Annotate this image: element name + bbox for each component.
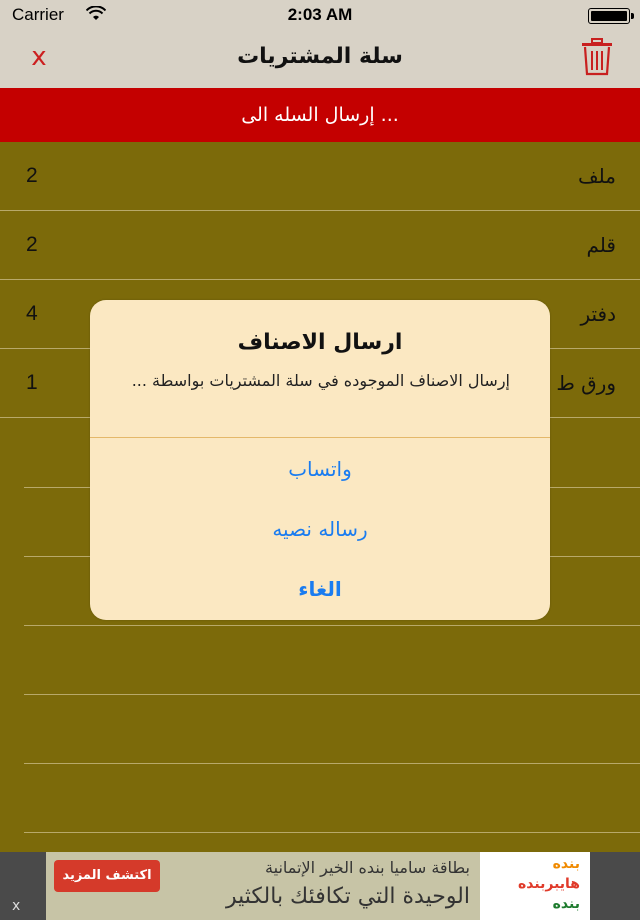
row-separator <box>24 694 640 695</box>
carrier-label: Carrier <box>12 5 64 24</box>
item-name: ورق ط <box>556 371 616 395</box>
item-name: ملف <box>577 164 616 188</box>
sms-button[interactable]: رساله نصيه <box>272 517 368 541</box>
list-item[interactable] <box>0 142 640 211</box>
cancel-button[interactable]: الغاء <box>298 577 342 601</box>
ad-text-line: الوحيدة التي تكافئك بالكثير <box>225 884 470 909</box>
ad-logo-text: هايبربنده <box>518 876 580 892</box>
alert-title: ارسال الاصناف <box>237 330 403 355</box>
alert-message: إرسال الاصناف الموجوده في سلة المشتريات بواسطة ... <box>131 371 510 390</box>
row-separator <box>24 625 640 626</box>
ad-close-icon[interactable]: x <box>12 898 21 914</box>
item-name: دفتر <box>580 302 616 326</box>
status-bar <box>0 0 640 30</box>
item-quantity: 1 <box>26 371 38 394</box>
ad-side-panel <box>0 852 46 920</box>
page-title: سلة المشتريات <box>237 44 403 69</box>
clock: 2:03 AM <box>287 5 353 24</box>
ad-cta-button[interactable]: اكتشف المزيد <box>54 860 160 892</box>
ad-logo-text: بنده <box>552 856 580 872</box>
ad-text-line: بطاقة ساميا بنده الخير الإتمانية <box>265 858 470 877</box>
row-separator <box>24 832 640 833</box>
item-quantity: 2 <box>26 233 38 256</box>
battery-icon <box>588 8 630 24</box>
item-name: قلم <box>586 233 616 257</box>
navigation-bar <box>0 30 640 88</box>
ad-logo-text: بنده <box>552 896 580 912</box>
list-item[interactable] <box>0 211 640 280</box>
row-separator <box>24 763 640 764</box>
item-quantity: 4 <box>26 302 38 325</box>
trash-button[interactable] <box>580 38 614 76</box>
item-quantity: 2 <box>26 164 38 187</box>
alert-divider <box>90 437 550 438</box>
send-cart-button[interactable]: إرسال السله الى ... <box>0 88 640 142</box>
ad-side-panel <box>590 852 640 920</box>
ad-logo <box>480 852 590 920</box>
send-items-alert <box>90 300 550 620</box>
ad-content[interactable] <box>46 852 480 920</box>
trash-icon <box>580 38 614 76</box>
ad-banner[interactable] <box>0 852 640 920</box>
close-button[interactable]: x <box>31 42 47 72</box>
whatsapp-button[interactable]: واتساب <box>288 457 352 481</box>
